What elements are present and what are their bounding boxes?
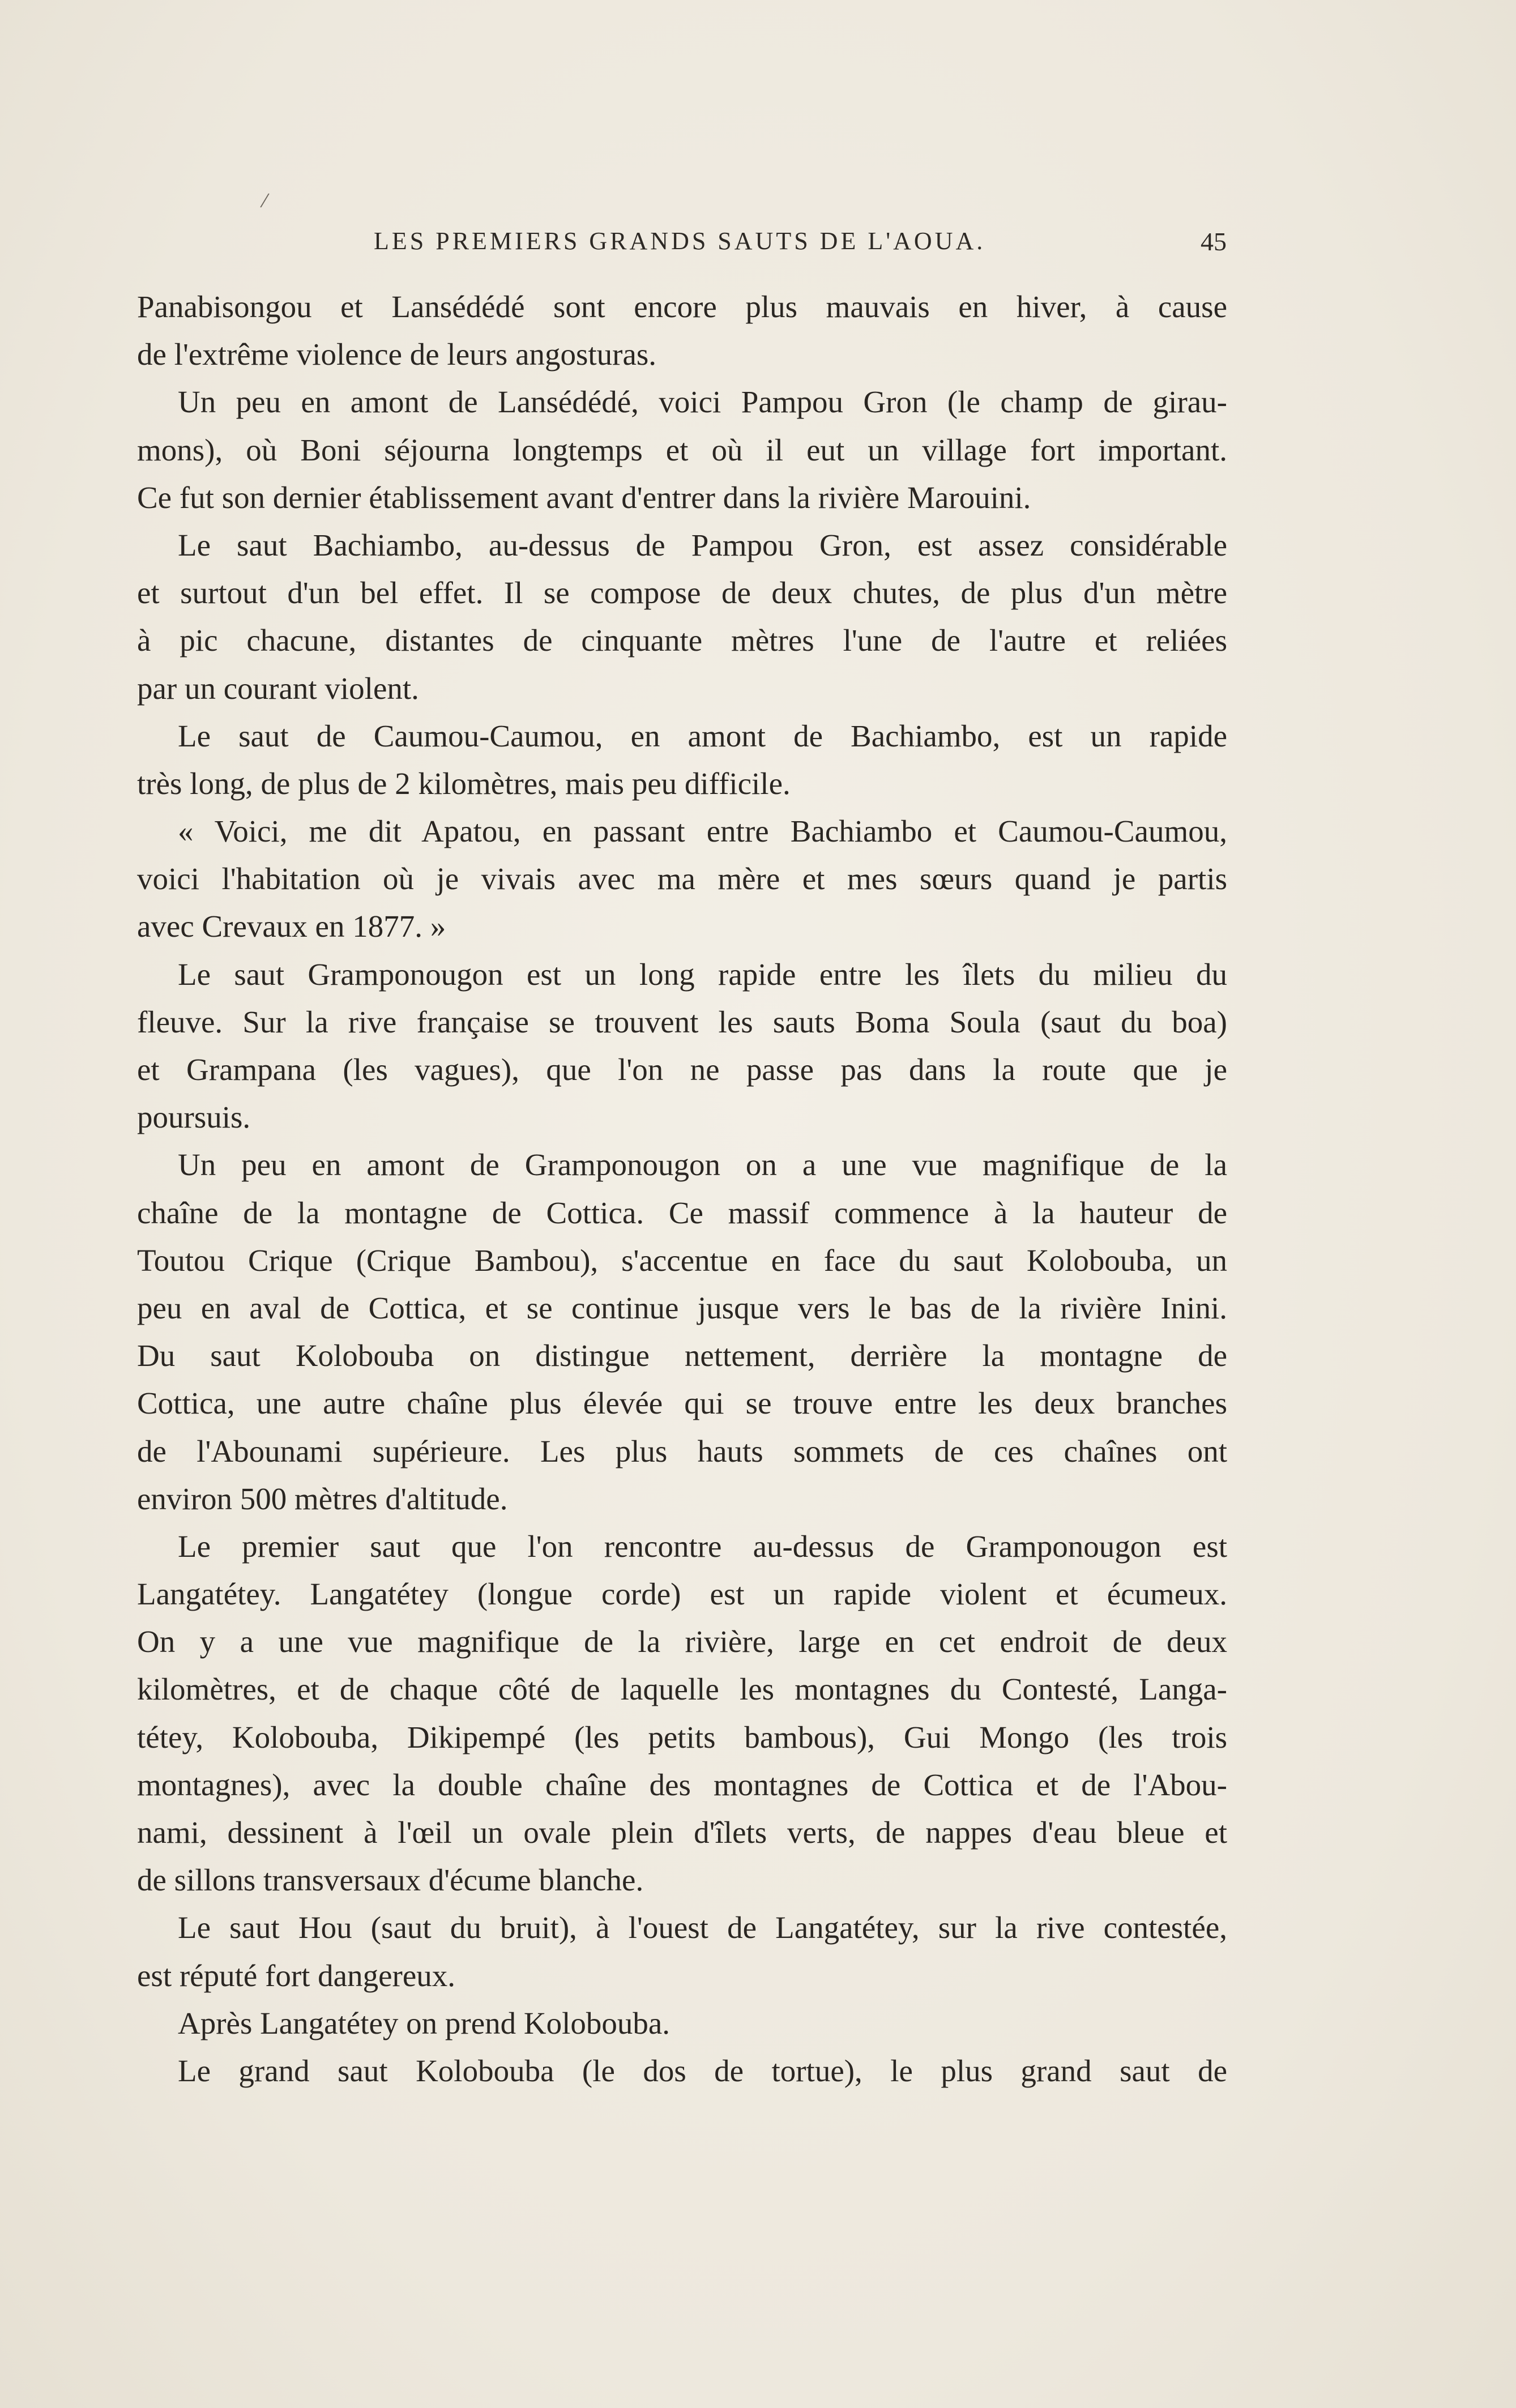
text-line: Le saut Hou (saut du bruit), à l'ouest de Langatétey, sur la rive contestée, <box>178 1910 1227 1945</box>
text-line: de sillons transversaux d'écume blanche. <box>137 1863 644 1898</box>
text-line: de l'Abounami supérieure. Les plus hauts sommets de ces chaînes ont <box>137 1433 1227 1468</box>
text-line: peu en aval de Cottica, et se continue jusque vers le bas de la rivière Inini. <box>137 1290 1227 1325</box>
text-line: chaîne de la montagne de Cottica. Ce massif commence à la hauteur de <box>137 1195 1227 1230</box>
text-line: Toutou Crique (Crique Bambou), s'accentue en face du saut Kolobouba, un <box>137 1243 1227 1278</box>
text-line: de l'extrême violence de leurs angosturas. <box>137 337 657 372</box>
text-line: avec Crevaux en 1877. » <box>137 909 446 944</box>
text-line: Un peu en amont de Gramponougon on a une vue magnifique de la <box>178 1147 1227 1182</box>
text-line: Le saut Gramponougon est un long rapide entre les îlets du milieu du <box>178 957 1227 992</box>
text-line: très long, de plus de 2 kilomètres, mais peu difficile. <box>137 766 791 801</box>
running-title: LES PREMIERS GRANDS SAUTS DE L'AOUA. <box>374 227 986 255</box>
text-line: poursuis. <box>137 1100 251 1135</box>
text-line: Après Langatétey on prend Kolobouba. <box>178 2005 671 2040</box>
page-number: 45 <box>1201 227 1227 256</box>
text-line: montagnes), avec la double chaîne des montagnes de Cottica et de l'Abou- <box>137 1767 1227 1802</box>
text-line: par un courant violent. <box>137 671 419 706</box>
text-line: environ 500 mètres d'altitude. <box>137 1481 508 1516</box>
text-line: et surtout d'un bel effet. Il se compose de deux chutes, de plus d'un mètre <box>137 575 1227 610</box>
text-line: Un peu en amont de Lansédédé, voici Pampou Gron (le champ de girau- <box>178 385 1227 420</box>
text-line: kilomètres, et de chaque côté de laquelle les montagnes du Contesté, Langa- <box>137 1672 1227 1707</box>
text-line: Du saut Kolobouba on distingue nettement, derrière la montagne de <box>137 1338 1227 1373</box>
margin-mark: / <box>259 187 271 214</box>
text-line: On y a une vue magnifique de la rivière, large en cet endroit de deux <box>137 1624 1227 1659</box>
text-line: Langatétey. Langatétey (longue corde) est un rapide violent et écumeux. <box>137 1577 1227 1612</box>
text-line: « Voici, me dit Apatou, en passant entre Bachiambo et Caumou-Caumou, <box>178 814 1227 849</box>
text-line: Ce fut son dernier établissement avant d'entrer dans la rivière Marouini. <box>137 480 1031 515</box>
text-line: Le saut Bachiambo, au-dessus de Pampou Gron, est assez considérable <box>178 527 1227 562</box>
text-line: Cottica, une autre chaîne plus élevée qui se trouve entre les deux branches <box>137 1386 1227 1421</box>
text-line: mons), où Boni séjourna longtemps et où il eut un village fort important. <box>137 432 1227 467</box>
text-line: tétey, Kolobouba, Dikipempé (les petits bambous), Gui Mongo (les trois <box>137 1719 1227 1754</box>
text-line: Le premier saut que l'on rencontre au-dessus de Gramponougon est <box>178 1529 1227 1564</box>
text-line: Le grand saut Kolobouba (le dos de tortue), le plus grand saut de <box>178 2053 1227 2088</box>
text-line: fleuve. Sur la rive française se trouvent les sauts Boma Soula (saut du boa) <box>137 1004 1227 1039</box>
text-line: Le saut de Caumou-Caumou, en amont de Bachiambo, est un rapide <box>178 718 1227 753</box>
text-line: Panabisongou et Lansédédé sont encore plus mauvais en hiver, à cause <box>137 289 1227 324</box>
text-line: nami, dessinent à l'œil un ovale plein d'îlets verts, de nappes d'eau bleue et <box>137 1815 1227 1850</box>
body-text <box>137 283 1227 2095</box>
text-line: voici l'habitation où je vivais avec ma mère et mes sœurs quand je partis <box>137 861 1227 896</box>
text-line: à pic chacune, distantes de cinquante mètres l'une de l'autre et reliées <box>137 623 1227 658</box>
text-line: et Grampana (les vagues), que l'on ne passe pas dans la route que je <box>137 1052 1227 1087</box>
text-line: est réputé fort dangereux. <box>137 1958 455 1993</box>
